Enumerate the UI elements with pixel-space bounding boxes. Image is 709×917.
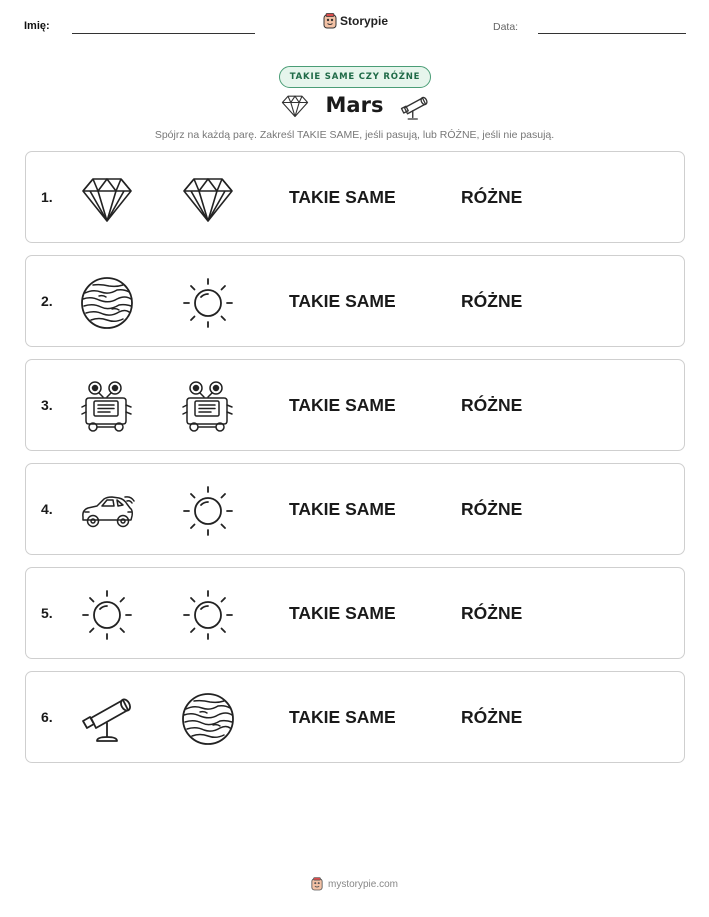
topic-pill: TAKIE SAME CZY RÓŻNE	[279, 66, 431, 88]
footer-url: mystorypie.com	[327, 878, 398, 890]
title-row	[0, 91, 709, 123]
worksheet-row	[25, 255, 685, 347]
sun-icon	[180, 483, 236, 539]
planet-icon	[180, 691, 236, 747]
sun-icon	[79, 587, 135, 643]
row-number: 5.	[41, 605, 53, 621]
option-same[interactable]: TAKIE SAME	[289, 395, 396, 415]
car-icon	[79, 483, 135, 539]
worksheet-row	[25, 359, 685, 451]
telescope-icon	[79, 691, 135, 747]
planet-icon	[79, 275, 135, 331]
telescope-icon	[399, 92, 431, 127]
worksheet-row	[25, 151, 685, 243]
option-same[interactable]: TAKIE SAME	[289, 707, 396, 727]
brand	[323, 13, 388, 29]
sun-icon	[180, 275, 236, 331]
storypie-logo-icon	[323, 13, 337, 29]
row-number: 2.	[41, 293, 53, 309]
diamond-icon	[180, 171, 236, 227]
option-same[interactable]: TAKIE SAME	[289, 499, 396, 519]
option-same[interactable]: TAKIE SAME	[289, 603, 396, 623]
date-line[interactable]	[538, 33, 686, 34]
storypie-logo-icon	[311, 877, 323, 891]
option-different[interactable]: RÓŻNE	[461, 707, 523, 727]
row-number: 4.	[41, 501, 53, 517]
option-different[interactable]: RÓŻNE	[461, 603, 523, 623]
option-same[interactable]: TAKIE SAME	[289, 291, 396, 311]
instructions: Spójrz na każdą parę. Zakreśl TAKIE SAME, jeśli pasują, lub RÓŻNE, jeśli nie pasują.	[154, 129, 555, 141]
worksheet-row	[25, 463, 685, 555]
worksheet-row	[25, 567, 685, 659]
robot-icon	[79, 379, 135, 435]
name-line[interactable]	[72, 33, 255, 34]
worksheet-row	[25, 671, 685, 763]
option-same[interactable]: TAKIE SAME	[289, 187, 396, 207]
page-title: Mars	[325, 93, 384, 117]
name-label: Imię:	[24, 20, 50, 32]
option-different[interactable]: RÓŻNE	[461, 499, 523, 519]
row-number: 1.	[41, 189, 53, 205]
option-different[interactable]: RÓŻNE	[461, 395, 523, 415]
option-different[interactable]: RÓŻNE	[461, 291, 523, 311]
diamond-icon	[79, 171, 135, 227]
footer	[0, 877, 709, 891]
option-different[interactable]: RÓŻNE	[461, 187, 523, 207]
date-label: Data:	[493, 21, 519, 33]
brand-name: Storypie	[340, 14, 389, 28]
robot-icon	[180, 379, 236, 435]
row-number: 3.	[41, 397, 53, 413]
sun-icon	[180, 587, 236, 643]
row-number: 6.	[41, 709, 53, 725]
